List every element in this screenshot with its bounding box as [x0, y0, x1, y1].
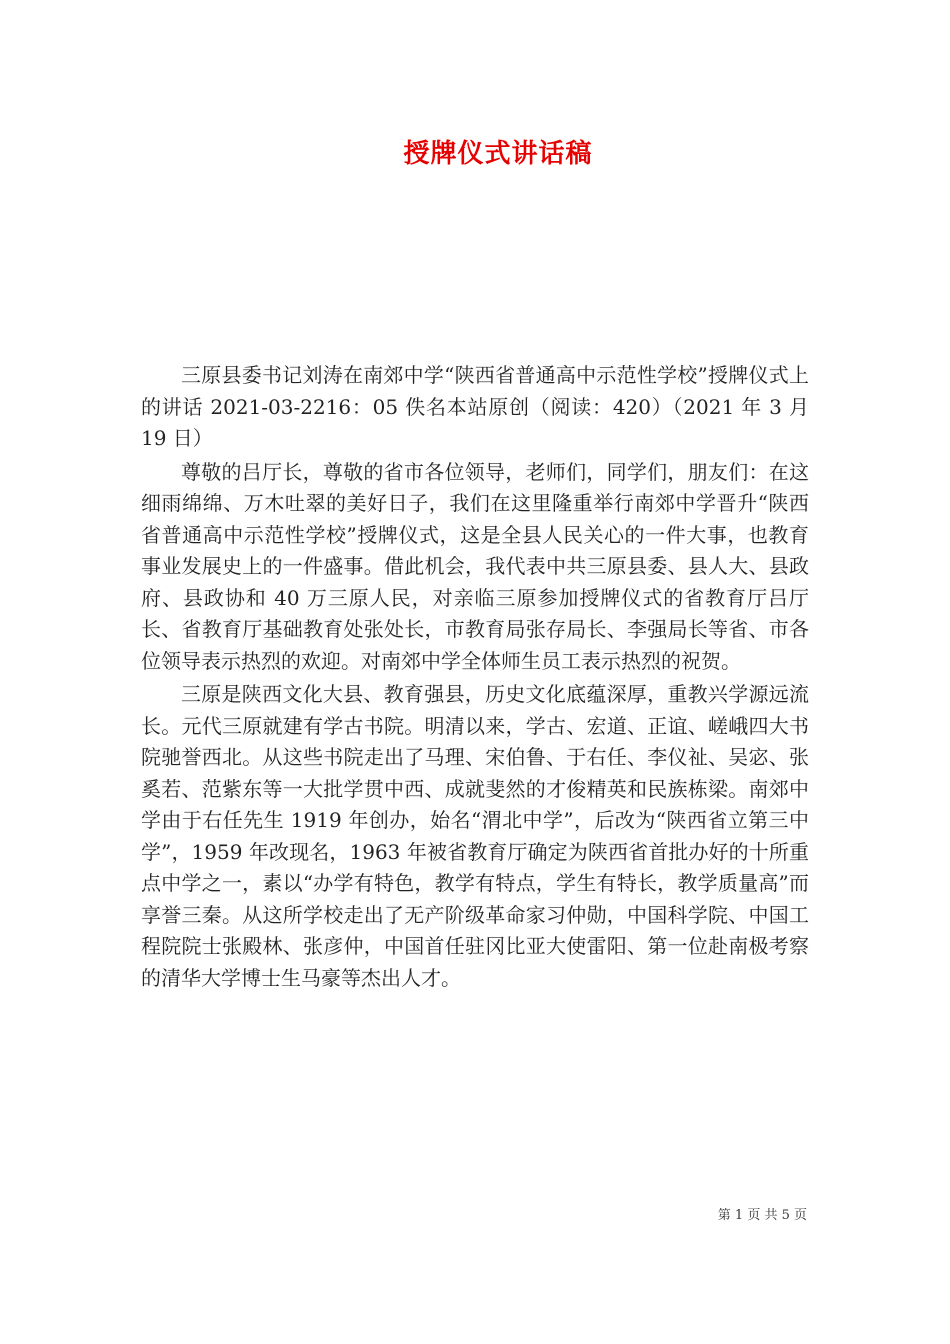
- document-body: [141, 360, 809, 994]
- paragraph-intro: 三原县委书记刘涛在南郊中学“陕西省普通高中示范性学校”授牌仪式上的讲话 2021-03-2216：05 佚名本站原创（阅读：420）（2021 年 3 月 19 日）: [141, 363, 809, 450]
- paragraph-history: 三原是陕西文化大县、教育强县，历史文化底蕴深厚，重教兴学源远流长。元代三原就建有学古书院。明清以来，学古、宏道、正谊、嵯峨四大书院驰誉西北。从这些书院走出了马理、宋伯鲁、于右任、李仪祉、吴宓、张奚若、范紫东等一大批学贯中西、成就斐然的才俊精英和民族栋梁。南郊中学由于右任先生 1919 年创办，始名“渭北中学”，后改为“陕西省立第三中学”，1959 年改现名，1963 年被省教育厅确定为陕西省首批办好的十所重点中学之一，素以“办学有特色，教学有特点，学生有特长，教学质量高”而享誉三秦。从这所学校走出了无产阶级革命家习仲勋，中国科学院、中国工程院院士张殿林、张彦仲，中国首任驻冈比亚大使雷阳、第一位赴南极考察的清华大学博士生马豪等杰出人才。: [141, 682, 809, 990]
- paragraph-greeting: 尊敬的吕厅长，尊敬的省市各位领导，老师们，同学们，朋友们：在这细雨绵绵、万木吐翠的美好日子，我们在这里隆重举行南郊中学晋升“陕西省普通高中示范性学校”授牌仪式，这是全县人民关心的一件大事，也教育事业发展史上的一件盛事。借此机会，我代表中共三原县委、县人大、县政府、县政协和 40 万三原人民，对亲临三原参加授牌仪式的省教育厅吕厅长、省教育厅基础教育处张处长，市教育局张存局长、李强局长等省、市各位领导表示热烈的欢迎。对南郊中学全体师生员工表示热烈的祝贺。: [141, 459, 809, 673]
- document-title: 授牌仪式讲话稿: [403, 139, 593, 169]
- page-number: 第 1 页 共 5 页: [717, 1208, 807, 1223]
